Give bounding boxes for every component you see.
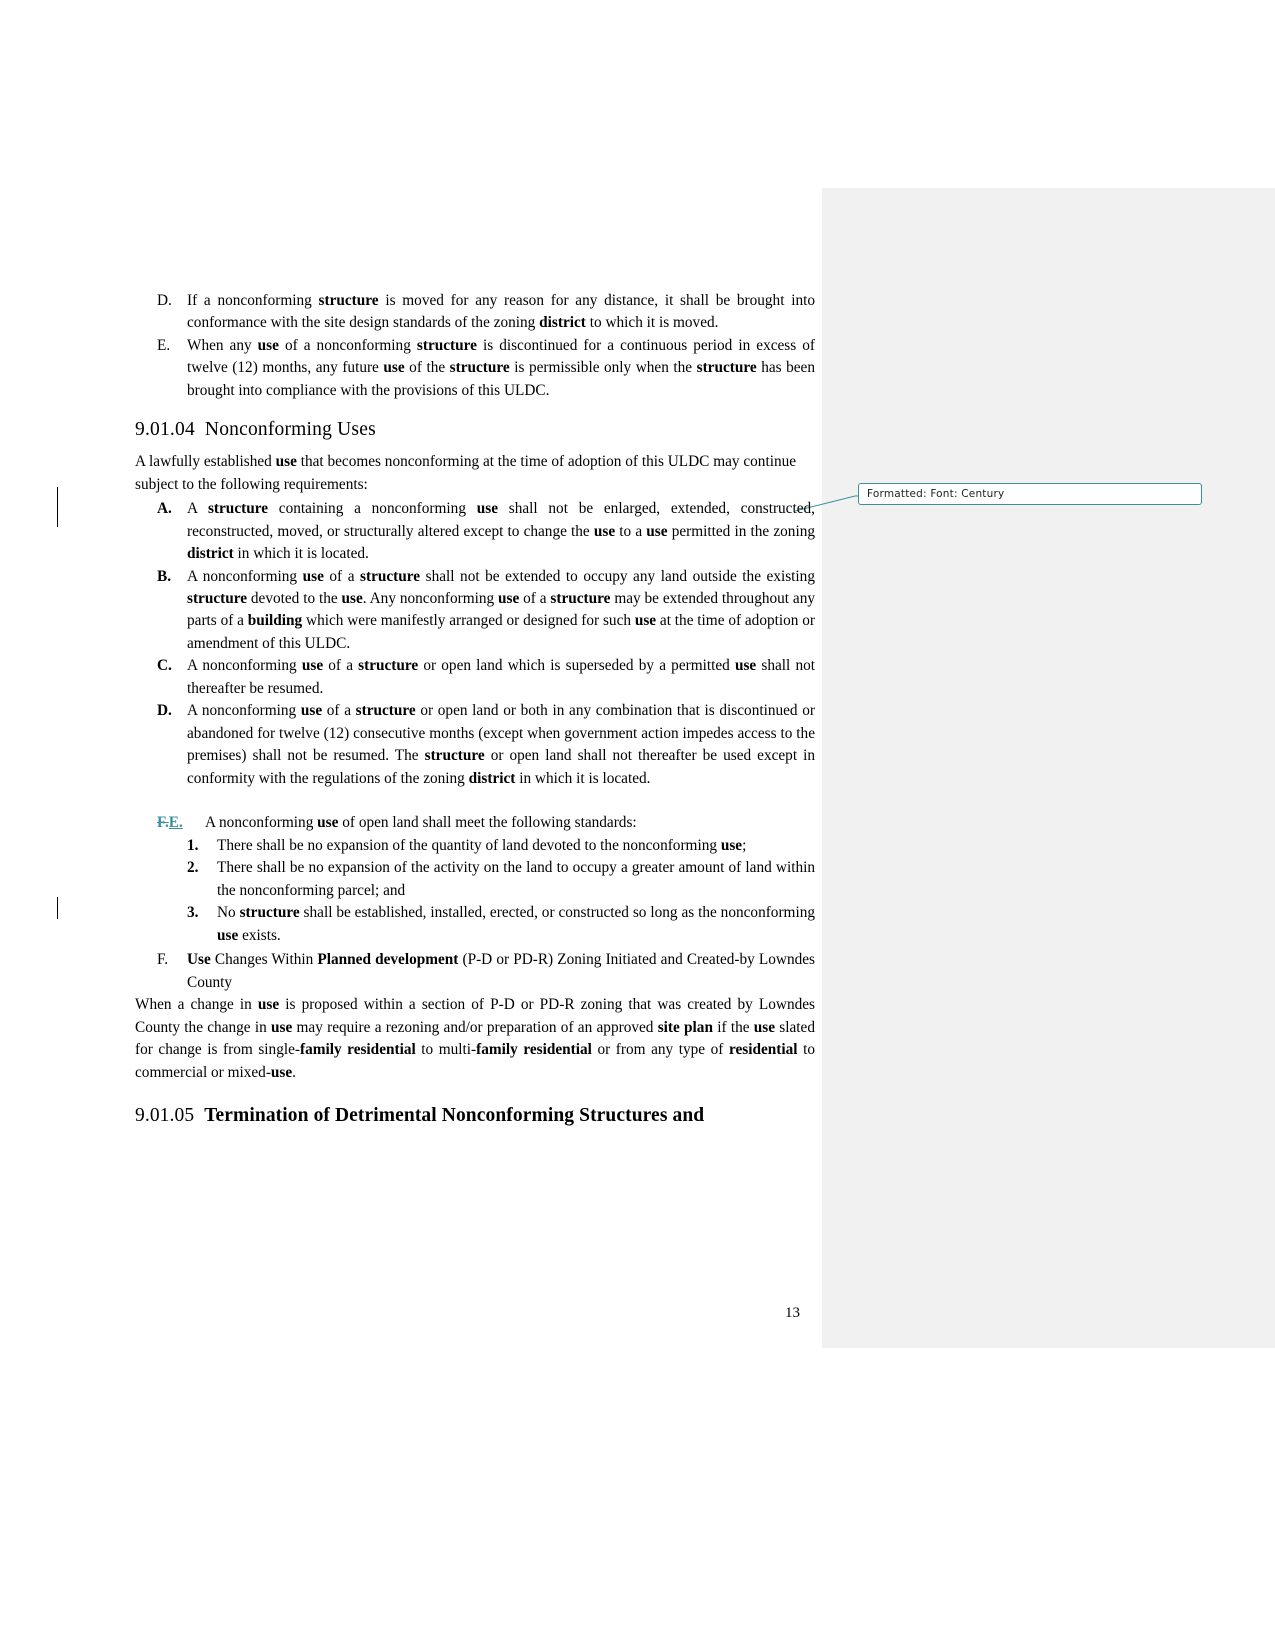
comment-text: Formatted: Font: Century [867, 488, 1005, 500]
list-marker: F. [157, 951, 169, 969]
list-item-text: No structure shall be established, installed, erected, or constructed so long as the nonconforming use exists. [217, 904, 815, 944]
list-item [135, 335, 815, 402]
section-heading-9-01-05 [135, 1102, 815, 1131]
section-number: 9.01.04 [135, 419, 195, 441]
list-item-text: There shall be no expansion of the activity on the land to occupy a greater amount of land within the nonconforming parcel; and [217, 859, 815, 899]
section-title: Nonconforming Uses [204, 419, 376, 441]
item-f-body: When a change in use is proposed within a section of P-D or PD-R zoning that was created by Lowndes County the change in use may require a rezoning and/or preparation of an approved site plan if the use slated for change is from single-family residential to multi-family residential or from any type of residential to commercial or mixed-use. [135, 996, 815, 1081]
paragraph-spacer [135, 790, 815, 812]
change-bar-1 [57, 487, 58, 527]
formatting-comment-balloon[interactable] [858, 483, 1202, 505]
list-item-text: A nonconforming use of a structure or open land which is superseded by a permitted use shall not thereafter be resumed. [187, 657, 815, 697]
list-marker: D. [157, 292, 172, 309]
list-item [135, 857, 815, 902]
revised-list-marker [157, 812, 209, 834]
comment-margin-pane [822, 188, 1275, 1348]
item-f-heading [135, 949, 815, 994]
list-marker: E. [157, 336, 171, 354]
list-item [135, 498, 815, 565]
revised-list-item [135, 812, 815, 834]
revised-list-item-text: A nonconforming use of open land shall meet the following standards: [205, 814, 637, 832]
change-bar-2 [57, 897, 58, 919]
list-item [135, 566, 815, 656]
item-f-heading-text: Use Changes Within Planned development (P-D or PD-R) Zoning Initiated and Created-by Lowndes County [187, 951, 815, 991]
list-item [135, 700, 815, 790]
section-intro-paragraph: A lawfully established use that becomes nonconforming at the time of adoption of this ULDC may continue subject to the following requirements: [135, 453, 797, 493]
deleted-marker: F. [157, 814, 169, 832]
section-heading-9-01-04 [135, 416, 815, 445]
list-item-text: If a nonconforming structure is moved for any reason for any distance, it shall be brought into conformance with the site design standards of the zoning district to which it is moved. [187, 292, 815, 332]
list-item [135, 655, 815, 700]
list-marker: C. [157, 657, 172, 675]
lettered-list [135, 498, 815, 790]
list-marker: 3. [187, 904, 199, 922]
section-title: Termination of Detrimental Nonconforming Structures and [204, 1105, 705, 1127]
list-marker: D. [157, 702, 172, 720]
list-item-text: A nonconforming use of a structure shall not be extended to occupy any land outside the existing structure devoted to the use. Any nonconforming use of a structure may be extended throughout any parts of a building which were manifestly arranged or designed for such use at the time of adoption or amendment of this ULDC. [187, 567, 816, 652]
inserted-marker: E. [168, 814, 183, 832]
page-number: 13 [785, 1305, 800, 1321]
list-marker: B. [157, 567, 172, 585]
section-number: 9.01.05 [135, 1105, 195, 1127]
list-item-text: A structure containing a nonconforming use shall not be enlarged, extended, constructed, reconstructed, moved, or structurally altered except to change the use to a use permitted in the zoning district in which it is located. [187, 500, 815, 563]
list-item-text: A nonconforming use of a structure or open land or both in any combination that is discontinued or abandoned for twelve (12) consecutive months (except when government action impedes access to the premises) shall not be resumed. The structure or open land shall not thereafter be used except in conformity with the regulations of the zoning district in which it is located. [187, 702, 815, 787]
document-body [135, 290, 815, 1137]
list-item-text: There shall be no expansion of the quantity of land devoted to the nonconforming use; [217, 836, 747, 854]
item-f-block [135, 949, 815, 1084]
list-item [135, 902, 815, 947]
list-marker: 1. [187, 836, 199, 854]
list-item [135, 290, 815, 335]
list-item-text: When any use of a nonconforming structure is discontinued for a continuous period in excess of twelve (12) months, any future use of the structure is permissible only when the structure has been brought into compliance with the provisions of this ULDC. [187, 336, 815, 399]
list-marker: 2. [187, 859, 199, 877]
list-item [135, 835, 815, 857]
list-marker: A. [157, 500, 172, 518]
